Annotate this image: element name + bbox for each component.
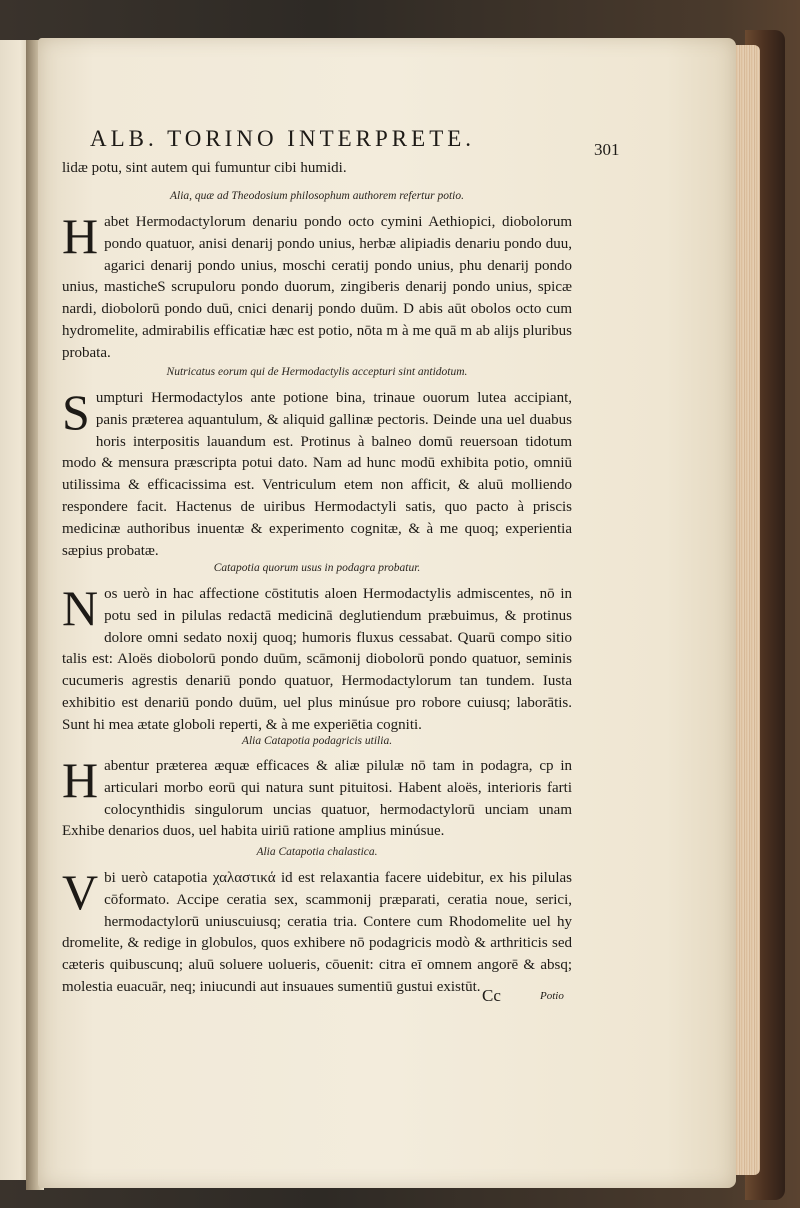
drop-cap: S xyxy=(62,384,90,440)
drop-cap: H xyxy=(62,752,99,808)
section-paragraph-1 xyxy=(62,208,572,365)
paragraph-text: bi uerò catapotia χαλαστικά id est relaxantia facere uidebitur, ex his pilulas cōformato. Accipe ceratia sex, scammonij præparati, ceratia noue, serici, hermodactylorū uniuscuiusq; ceratia tria. Contere cum Rhodomelite uel hy dromelite, & redige in globulos, quos exhibere nō podagricis modò & arthriticis sed cæteris quibuscunq; aluū soluere uolueris, cōuenit: citra eī omnem angorē & absq; molestia euacuār, neq; iniucundi aut insuaues sumentiū gustui existūt. xyxy=(62,870,572,995)
section-heading-2: Nutricatus eorum qui de Hermodactylis accepturi sint antidotum. xyxy=(166,366,468,378)
section-heading-4: Alia Catapotia podagricis utilia. xyxy=(241,735,393,747)
section-heading-3: Catapotia quorum usus in podagra probatur. xyxy=(213,562,421,574)
running-head: ALB. TORINO INTERPRETE. xyxy=(90,126,476,151)
paragraph-text: os uerò in hac affectione cōstitutis aloen Hermodactylis admiscentes, nō in potu sed in pilulas redactā medicinā deglutiendum præbuimus, & protinus dolore omni sedato noxij quoq; humoris fluxus cessabat. Quarū compo sitio talis est: Aloës diobolorū pondo duūm, scāmonij diobolorū pondo quatuor, seminis cucumeris agrestis denariū pondo quatuor, Hermodactylorum tan tundem. Iusta exhibitio est denariū pondo duūm, uel plus minúsue pro robore cuiusq; laborātis. Sunt hi mea ætate globoli reperti, & à me experiētia cogniti. xyxy=(62,586,572,733)
section-paragraph-5 xyxy=(62,864,572,999)
drop-cap: H xyxy=(62,208,99,264)
section-paragraph-2 xyxy=(62,384,572,562)
opening-line: lidæ potu, sint autem qui fumuntur cibi humidi. xyxy=(62,160,347,176)
section-paragraph-4 xyxy=(62,752,572,843)
paragraph-text: umpturi Hermodactylos ante potione bina, trinaue ouorum lutea accipiant, panis præterea aquantulum, & aliquid gallinæ pectoris. Deinde una uel duabus horis interpositis lauandum est. Protinus à balneo domū reuersoan tidotum modo & mensura præscripta potui dato. Nam ad hunc modū exhibita potio, omniū utilissima & efficacissima est. Ventriculum etem non afficit, & aluū molliendo respondere facit. Hactenus de uiribus Hermodactyli satis, quo pacto à priscis medicinæ authoribus inuentæ & experimento cognitæ, & à me quoq; experientia sæpius probatæ. xyxy=(62,390,572,559)
section-heading-5: Alia Catapotia chalastica. xyxy=(256,846,378,858)
drop-cap: N xyxy=(62,580,99,636)
paragraph-text: abet Hermodactylorum denariu pondo octo cymini Aethiopici, diobolorum pondo quatuor, anisi denarij pondo unius, herbæ alipiadis denariu pondo duu, agarici denarij pondo unius, moschi ceratij pondo unius, phu denarij pondo unius, masticheS scrupuloru pondo duorum, zingiberis denarij pondo unius, spicæ nardi, diobolorū pondo duū, cnici denarij pondo duūm. D abis aūt obolos octo cum hydromelite, admirabilis efficatiæ hæc est potio, nōta m à me quā m ab alijs pluribus probata. xyxy=(62,214,572,361)
section-heading-1: Alia, quæ ad Theodosium philosophum authorem refertur potio. xyxy=(170,190,464,202)
drop-cap: V xyxy=(62,864,99,920)
signature-mark: Cc xyxy=(482,986,501,1005)
page-number: 301 xyxy=(594,140,620,159)
catchword: Potio xyxy=(540,990,564,1002)
section-paragraph-3 xyxy=(62,580,572,737)
paragraph-text: abentur præterea æquæ efficaces & aliæ pilulæ nō tam in podagra, cp in articulari morbo eorū qui natura sunt pituitosi. Habent aloës, interioris farti colocynthidis singulorum uncias quatuor, hermodactylorū unciam unam Exhibe denarios duos, uel habita uiriū ratione amplius minúsue. xyxy=(62,758,572,840)
